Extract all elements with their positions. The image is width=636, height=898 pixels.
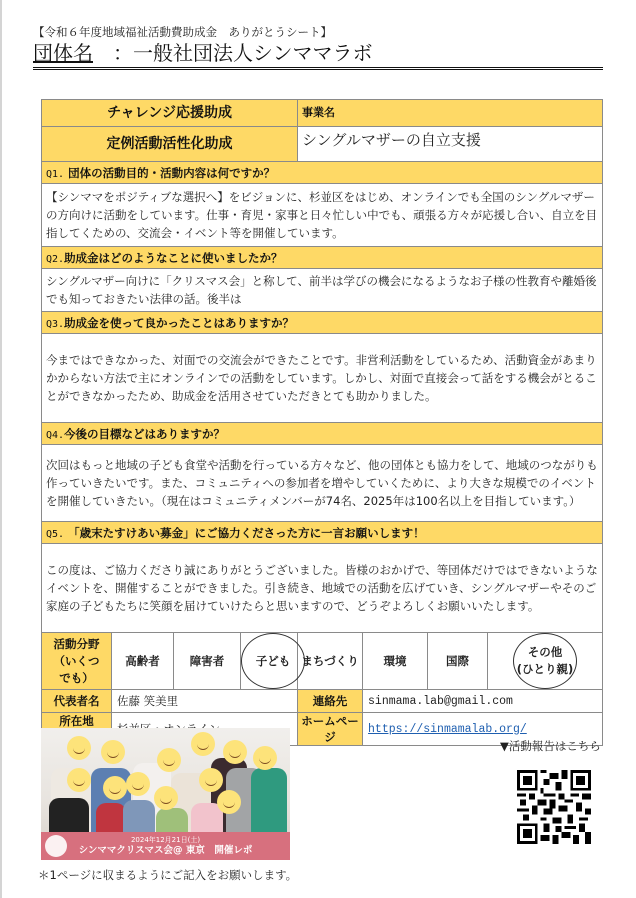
report-table bbox=[41, 99, 603, 746]
question-1: Q1. 団体の活動目的・活動内容は何ですか？ bbox=[42, 162, 603, 184]
photo-banner bbox=[41, 832, 290, 860]
event-photo bbox=[41, 728, 290, 860]
org-logo bbox=[45, 835, 67, 857]
contact-email[interactable]: sinmama.lab@gmail.com bbox=[363, 690, 603, 713]
homepage-link[interactable]: https://sinmamalab.org/ bbox=[368, 722, 527, 736]
category-elderly[interactable]: 高齢者 bbox=[112, 633, 174, 690]
rep-name: 佐藤 笑美里 bbox=[112, 690, 298, 713]
location-label: 所在地 bbox=[42, 713, 112, 746]
project-name: シングルマザーの自立支援 bbox=[298, 127, 603, 162]
org-separator: ： bbox=[93, 41, 133, 65]
selected-circle: その他 (ひとり親) bbox=[513, 633, 577, 689]
question-5: Q5. 「歳末たすけあい募金」にご協力くださった方に一言お願いします！ bbox=[42, 522, 603, 544]
question-2: Q2.助成金はどのようなことに使いましたか？ bbox=[42, 247, 603, 269]
organization-title bbox=[33, 41, 603, 70]
category-children[interactable] bbox=[241, 633, 298, 690]
category-other[interactable] bbox=[488, 633, 603, 690]
selected-circle: 子ども bbox=[241, 633, 305, 689]
contact-label: 連絡先 bbox=[298, 690, 363, 713]
category-row bbox=[42, 633, 603, 690]
org-label: 団体名 bbox=[33, 41, 93, 65]
page-edge bbox=[0, 0, 2, 898]
qr-code[interactable] bbox=[517, 770, 591, 844]
answer-5: この度は、ご協力くださり誠にありがとうございました。皆様のおかげで、等団体だけではできないようなイベントを、開催することができました。引き続き、地域での活動を広げていき、シングルマザーやそのご家庭の子どもたちに笑顔を届けていけたらと思いますので、どうぞよろしくお願いいたします。 bbox=[42, 544, 603, 633]
org-name: 一般社団法人シンママラボ bbox=[133, 41, 373, 65]
event-caption: シンママクリスマス会@ 東京 開催レポ bbox=[78, 845, 253, 856]
category-community[interactable]: まちづくり bbox=[298, 633, 363, 690]
sheet-pretitle: 【令和６年度地域福祉活動費助成金 ありがとうシート】 bbox=[33, 25, 332, 39]
category-environment[interactable]: 環境 bbox=[363, 633, 428, 690]
rep-label: 代表者名 bbox=[42, 690, 112, 713]
category-international[interactable]: 国際 bbox=[428, 633, 488, 690]
answer-1: 【シンママをポジティブな選択へ】をビジョンに、杉並区をはじめ、オンラインでも全国のシングルマザーの方向けに活動をしています。仕事・育児・家事と日々忙しい中でも、頑張る方々が応援し合い、自立を目指してくための、交流会・イベント等を開催しています。 bbox=[42, 184, 603, 247]
grant-type-1: チャレンジ応援助成 bbox=[42, 100, 298, 127]
homepage-label: ホームページ bbox=[298, 713, 363, 746]
event-date: 2024年12月21日(土) bbox=[130, 836, 201, 844]
project-label: 事業名 bbox=[298, 100, 603, 127]
answer-3: 今まではできなかった、対面での交流会ができたことです。非営利活動をしているため、活動資金があまりかからない方法で主にオンラインでの活動をしています。しかし、対面で直接会って話をする機会がとることができなかったため、助成金を活用させていただきとても助かりました。 bbox=[42, 334, 603, 423]
grant-type-2: 定例活動活性化助成 bbox=[42, 127, 298, 162]
footer-note: ＊1ページに収まるようにご記入をお願いします。 bbox=[38, 868, 298, 882]
answer-4: 次回はもっと地域の子ども食堂や活動を行っている方々など、他の団体とも協力をして、地域のつながりも作っていきたいです。また、コミュニティへの参加者を増やしていくために、より大きな規模でのイベントを開催していきたい。（現在はコミュニティメンバーが74名、2025年は100名以上を目指しています。） bbox=[42, 445, 603, 522]
category-label: 活動分野（いくつでも） bbox=[42, 633, 112, 690]
category-disabled[interactable]: 障害者 bbox=[174, 633, 241, 690]
question-4: Q4.今後の目標などはありますか？ bbox=[42, 423, 603, 445]
report-label: ▼活動報告はこちら bbox=[500, 739, 601, 753]
answer-2: シングルマザー向けに「クリスマス会」と称して、前半は学びの機会になるようなお子様の性教育や離婚後でも知っておきたい法律の話。後半は bbox=[42, 269, 603, 312]
question-3: Q3.助成金を使って良かったことはありますか？ bbox=[42, 312, 603, 334]
